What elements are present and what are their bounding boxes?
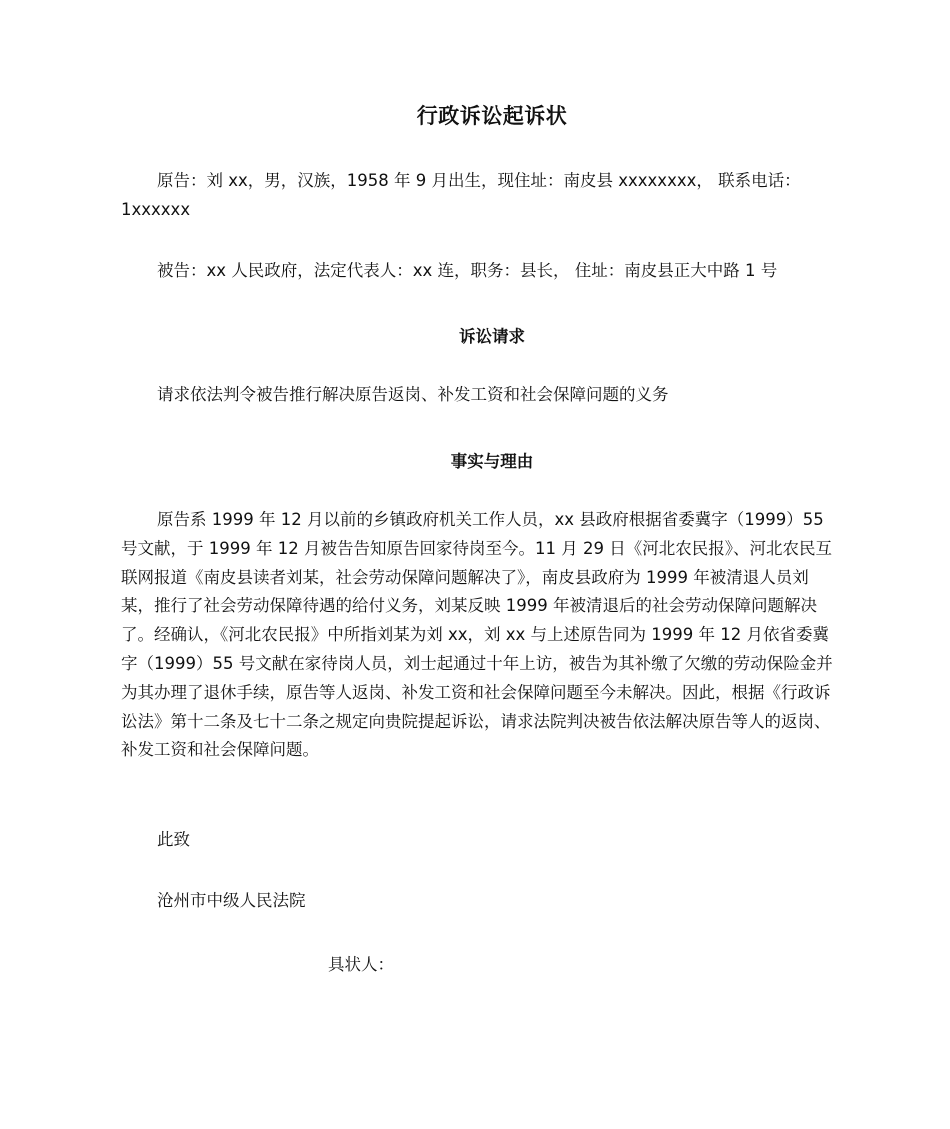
defendant-info: 被告：xx 人民政府，法定代表人：xx 连，职务：县长， 住址：南皮县正大中路 1 号 [157,261,778,280]
claims-text: 请求依法判令被告推行解决原告返岗、补发工资和社会保障问题的义务 [157,385,669,404]
closing-to: 此致 [157,830,190,849]
claims-heading: 诉讼请求 [459,327,525,346]
court-name: 沧州市中级人民法院 [157,891,306,910]
signer-label: 具状人： [328,955,394,974]
facts-text: 原告系 1999 年 12 月以前的乡镇政府机关工作人员，xx 县政府根据省委冀字（1999）55 号文献，于 1999 年 12 月被告告知原告回家待岗至今。11 月 29 日《河北农民报》、河北农民互联网报道《南皮县读者刘某，社会劳动保障问题解决了》，南皮县政府为 1999 年被清退人员刘某，推行了社会劳动保障待遇的给付义务，刘某反映 1999 年被清退后的社会劳动保障问题解决了。经确认，《河北农民报》中所指刘某为刘 xx，刘 xx 与上述原告同为 1999 年 12 月依省委冀字（1999）55 号文献在家待岗人员，刘士起通过十年上访，被告为其补缴了欠缴的劳动保险金并为其办理了退休手续，原告等人返岗、补发工资和社会保障问题至今未解决。因此，根据《行政诉讼法》第十二条及七十二条之规定向贵院提起诉讼，请求法院判决被告依法解决原告等人的返岗、补发工资和社会保障问题。 [121,510,833,760]
document-title: 行政诉讼起诉状 [416,104,568,128]
plaintiff-info: 原告：刘 xx，男，汉族，1958 年 9 月出生，现住址：南皮县 xxxxxxxx， 联系电话：1xxxxxx [121,171,801,219]
facts-heading: 事实与理由 [450,452,534,471]
